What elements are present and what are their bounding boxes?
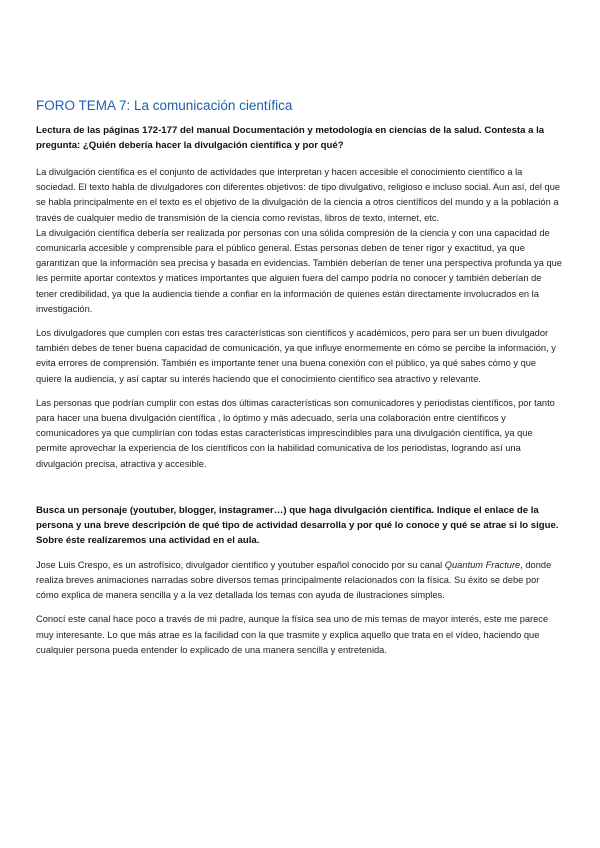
answer-1-paragraph-4: Las personas que podrían cumplir con estas dos últimas características son comunicadores y periodistas científicos, por tanto para hacer una buena divulgación científica , lo óptimo y más adecuado, sería una colaboración entre científicos y comunicadores ya que cumplirían con todas estas características imprescindibles para una divulgación científica, ya que permite aprovechar la experiencia de los científicos con la habilidad comunicativa de los periodistas, logrando así una divulgación precisa, atractiva y accesible. bbox=[36, 397, 555, 469]
page-title: FORO TEMA 7: La comunicación científica bbox=[36, 98, 293, 113]
document-page bbox=[36, 98, 563, 667]
question-1: Lectura de las páginas 172-177 del manual Documentación y metodología en ciencias de la salud. Contesta a la pregunta: ¿Quién debería hacer la divulgación científica y por qué? bbox=[36, 125, 545, 151]
answer-1-paragraph-1: La divulgación científica es el conjunto de actividades que interpretan y hacen accesible el conocimiento científico a la sociedad. El texto habla de divulgadores con diferentes objetivos: de tipo divulgativo, religioso e incluso social. Aun así, del que se habla principalmente en el texto es el objetivo de la divulgación de la ciencia a otros científicos del mundo y a la población a través de cualquier medio de transmisión de la ciencia como revistas, libros de texto, internet, etc. bbox=[36, 167, 561, 223]
section-spacer bbox=[36, 481, 563, 503]
answer-2-paragraph-2: Conocí este canal hace poco a través de mi padre, aunque la física sea uno de mis temas de mayor interés, este me parece muy interesante. Lo que más atrae es la facilidad con la que trasmite y explica aquello que trata en el vídeo, haciendo que cualquier persona pueda entender lo explicado de una manera sencilla y entretenida. bbox=[36, 614, 549, 655]
answer-2-text-before: Jose Luis Crespo, es un astrofísico, divulgador científico y youtuber español conocido por su canal bbox=[36, 559, 445, 570]
channel-name: Quantum Fracture bbox=[444, 559, 521, 570]
answer-1-paragraph-3: Los divulgadores que cumplen con estas tres características son científicos y académicos, pero para ser un buen divulgador también debes de tener buena capacidad de comunicación, ya que influye enormemente en cómo se percibe la información, y evita errores de comprensión. También es importante tener una buena conexión con el público, ya qué sabes cómo y que quiere la audiencia, y así captar su interés haciendo que el conocimiento científico sea atractivo y relevante. bbox=[36, 328, 556, 384]
answer-1-paragraph-2: La divulgación científica debería ser realizada por personas con una sólida compresión de la ciencia y con una capacidad de comunicarla accesible y comprensible para el público general. Estas personas deben de tener rigor y exactitud, ya que garantizan que la información sea precisa y basada en evidencias. También deberían de tener una perspectiva profunda ya que les permite aportar contextos y matices importantes que alguien fuera del campo podría no conocer y también deberían de tener credibilidad, ya que la audiencia tiende a confiar en la información de quienes están directamente involucrados en la investigación. bbox=[36, 227, 562, 314]
answer-2-text-after: , donde realiza breves animaciones narradas sobre diversos temas principalmente relacionados con la física. Su éxito se debe por cómo explica de manera sencilla y a la vez detallada los temas con ayuda de ilustraciones simples. bbox=[36, 559, 552, 601]
question-2: Busca un personaje (youtuber, blogger, instagramer…) que haga divulgación científica. Indique el enlace de la persona y una breve descripción de qué tipo de actividad desarrolla y por qué lo conoce y qué se atrae si lo sigue. Sobre éste realizaremos una actividad en el aula. bbox=[36, 504, 559, 546]
answer-2-paragraph-1 bbox=[36, 558, 563, 604]
